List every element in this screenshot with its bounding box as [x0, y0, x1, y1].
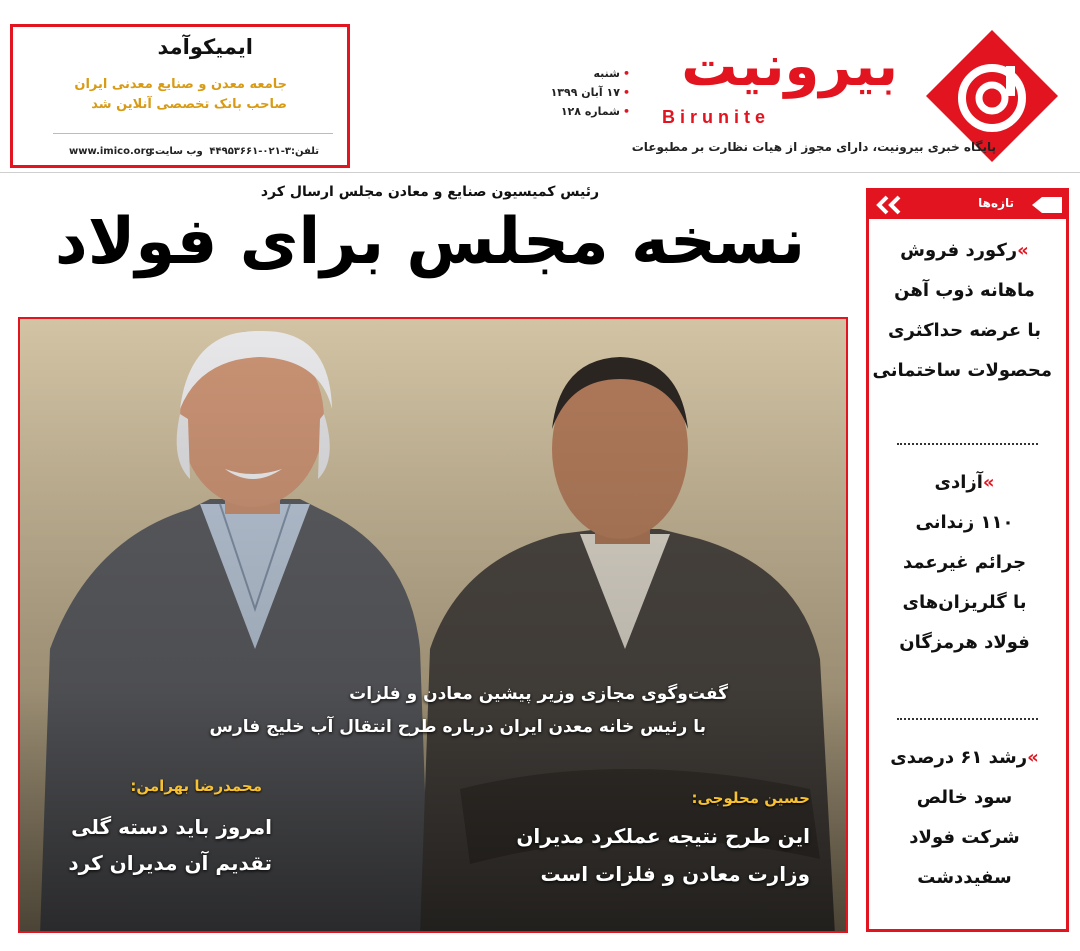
advert-website[interactable]: www.imico.org: [69, 146, 153, 157]
news-divider: [897, 718, 1038, 720]
left-quote-line-1: امروز باید دسته گلی: [71, 815, 272, 839]
right-quote-line-2: وزارت معادن و فلزات است: [540, 862, 810, 886]
logo-latin: Birunite: [662, 107, 771, 127]
news-1-line-2: ماهانه ذوب آهن: [894, 280, 1035, 301]
header-tab-icon: [1032, 197, 1062, 213]
header-divider: [0, 172, 1080, 173]
news-2-line-3: جرائم غیرعمد: [902, 552, 1027, 573]
news-1-line-4: محصولات ساختمانی: [872, 360, 1052, 381]
news-2-line-2: ۱۱۰ زندانی: [915, 512, 1014, 533]
chevron-icon: »: [982, 472, 995, 493]
news-2-line-4: با گلریزان‌های: [902, 592, 1027, 613]
issue-day: •شنبه: [593, 67, 630, 80]
logo-persian: بیرونیت: [681, 34, 898, 99]
masthead-tagline: پایگاه خبری بیرونیت، دارای مجوز از هیات نظارت بر مطبوعات: [631, 140, 996, 154]
news-2-line-5: فولاد هرمزگان: [899, 632, 1030, 653]
news-divider: [897, 443, 1038, 445]
advert-website-label: وب سایت:: [151, 146, 203, 157]
left-quote-line-2: تقدیم آن مدیران کرد: [68, 851, 272, 875]
advert-divider: [53, 133, 333, 134]
photo-caption-line-1: گفت‌وگوی مجازی وزیر پیشین معادن و فلزات: [349, 684, 728, 704]
advert-box[interactable]: [10, 24, 350, 168]
chevron-icon: »: [1027, 747, 1039, 768]
issue-date: •۱۷ آبان ۱۳۹۹: [550, 86, 630, 99]
issue-info: [548, 64, 630, 121]
news-3-line-3: شرکت فولاد: [909, 827, 1020, 848]
photo-caption-line-2: با رئیس خانه معدن ایران درباره طرح انتقال آب خلیج فارس: [209, 717, 706, 737]
issue-number: •شماره ۱۲۸: [560, 105, 630, 118]
chevron-icon: »: [1017, 240, 1029, 261]
news-item-3[interactable]: [877, 738, 1052, 898]
sidebar-header: [869, 191, 1066, 219]
advert-line-2: صاحب بانک تخصصی آنلاین شد: [91, 97, 287, 112]
news-2-line-1: »آزادی: [934, 472, 995, 493]
left-quote-name: محمدرضا بهرامن:: [130, 777, 262, 795]
advert-title: ایمیکوآمد: [157, 35, 253, 59]
advert-line-1: جامعه معدن و صنایع معدنی ایران: [74, 77, 287, 92]
right-quote-line-1: این طرح نتیجه عملکرد مدیران: [516, 824, 810, 848]
main-headline[interactable]: نسخه مجلس برای فولاد: [54, 205, 806, 279]
double-chevron-icon: [873, 194, 913, 216]
right-quote-name: حسین محلوجی:: [691, 789, 810, 807]
advert-phone: تلفن:۳-۰۲۱-۴۴۹۵۳۶۶۱: [209, 146, 319, 157]
headline-kicker: رئیس کمیسیون صنایع و معادن مجلس ارسال کرد: [260, 184, 600, 200]
news-1-line-1: »رکورد فروش: [900, 240, 1029, 261]
news-1-line-3: با عرضه حداکثری: [888, 320, 1041, 341]
news-3-line-1: »رشد ۶۱ درصدی: [890, 747, 1039, 768]
news-3-line-4: سفیددشت: [917, 867, 1012, 888]
news-item-2[interactable]: [877, 463, 1052, 663]
sidebar-latest-news: [866, 188, 1069, 932]
sidebar-header-label: تازه‌ها: [978, 196, 1014, 210]
news-3-line-2: سود خالص: [916, 787, 1013, 808]
main-photo[interactable]: [18, 317, 848, 933]
news-item-1[interactable]: [872, 231, 1052, 391]
